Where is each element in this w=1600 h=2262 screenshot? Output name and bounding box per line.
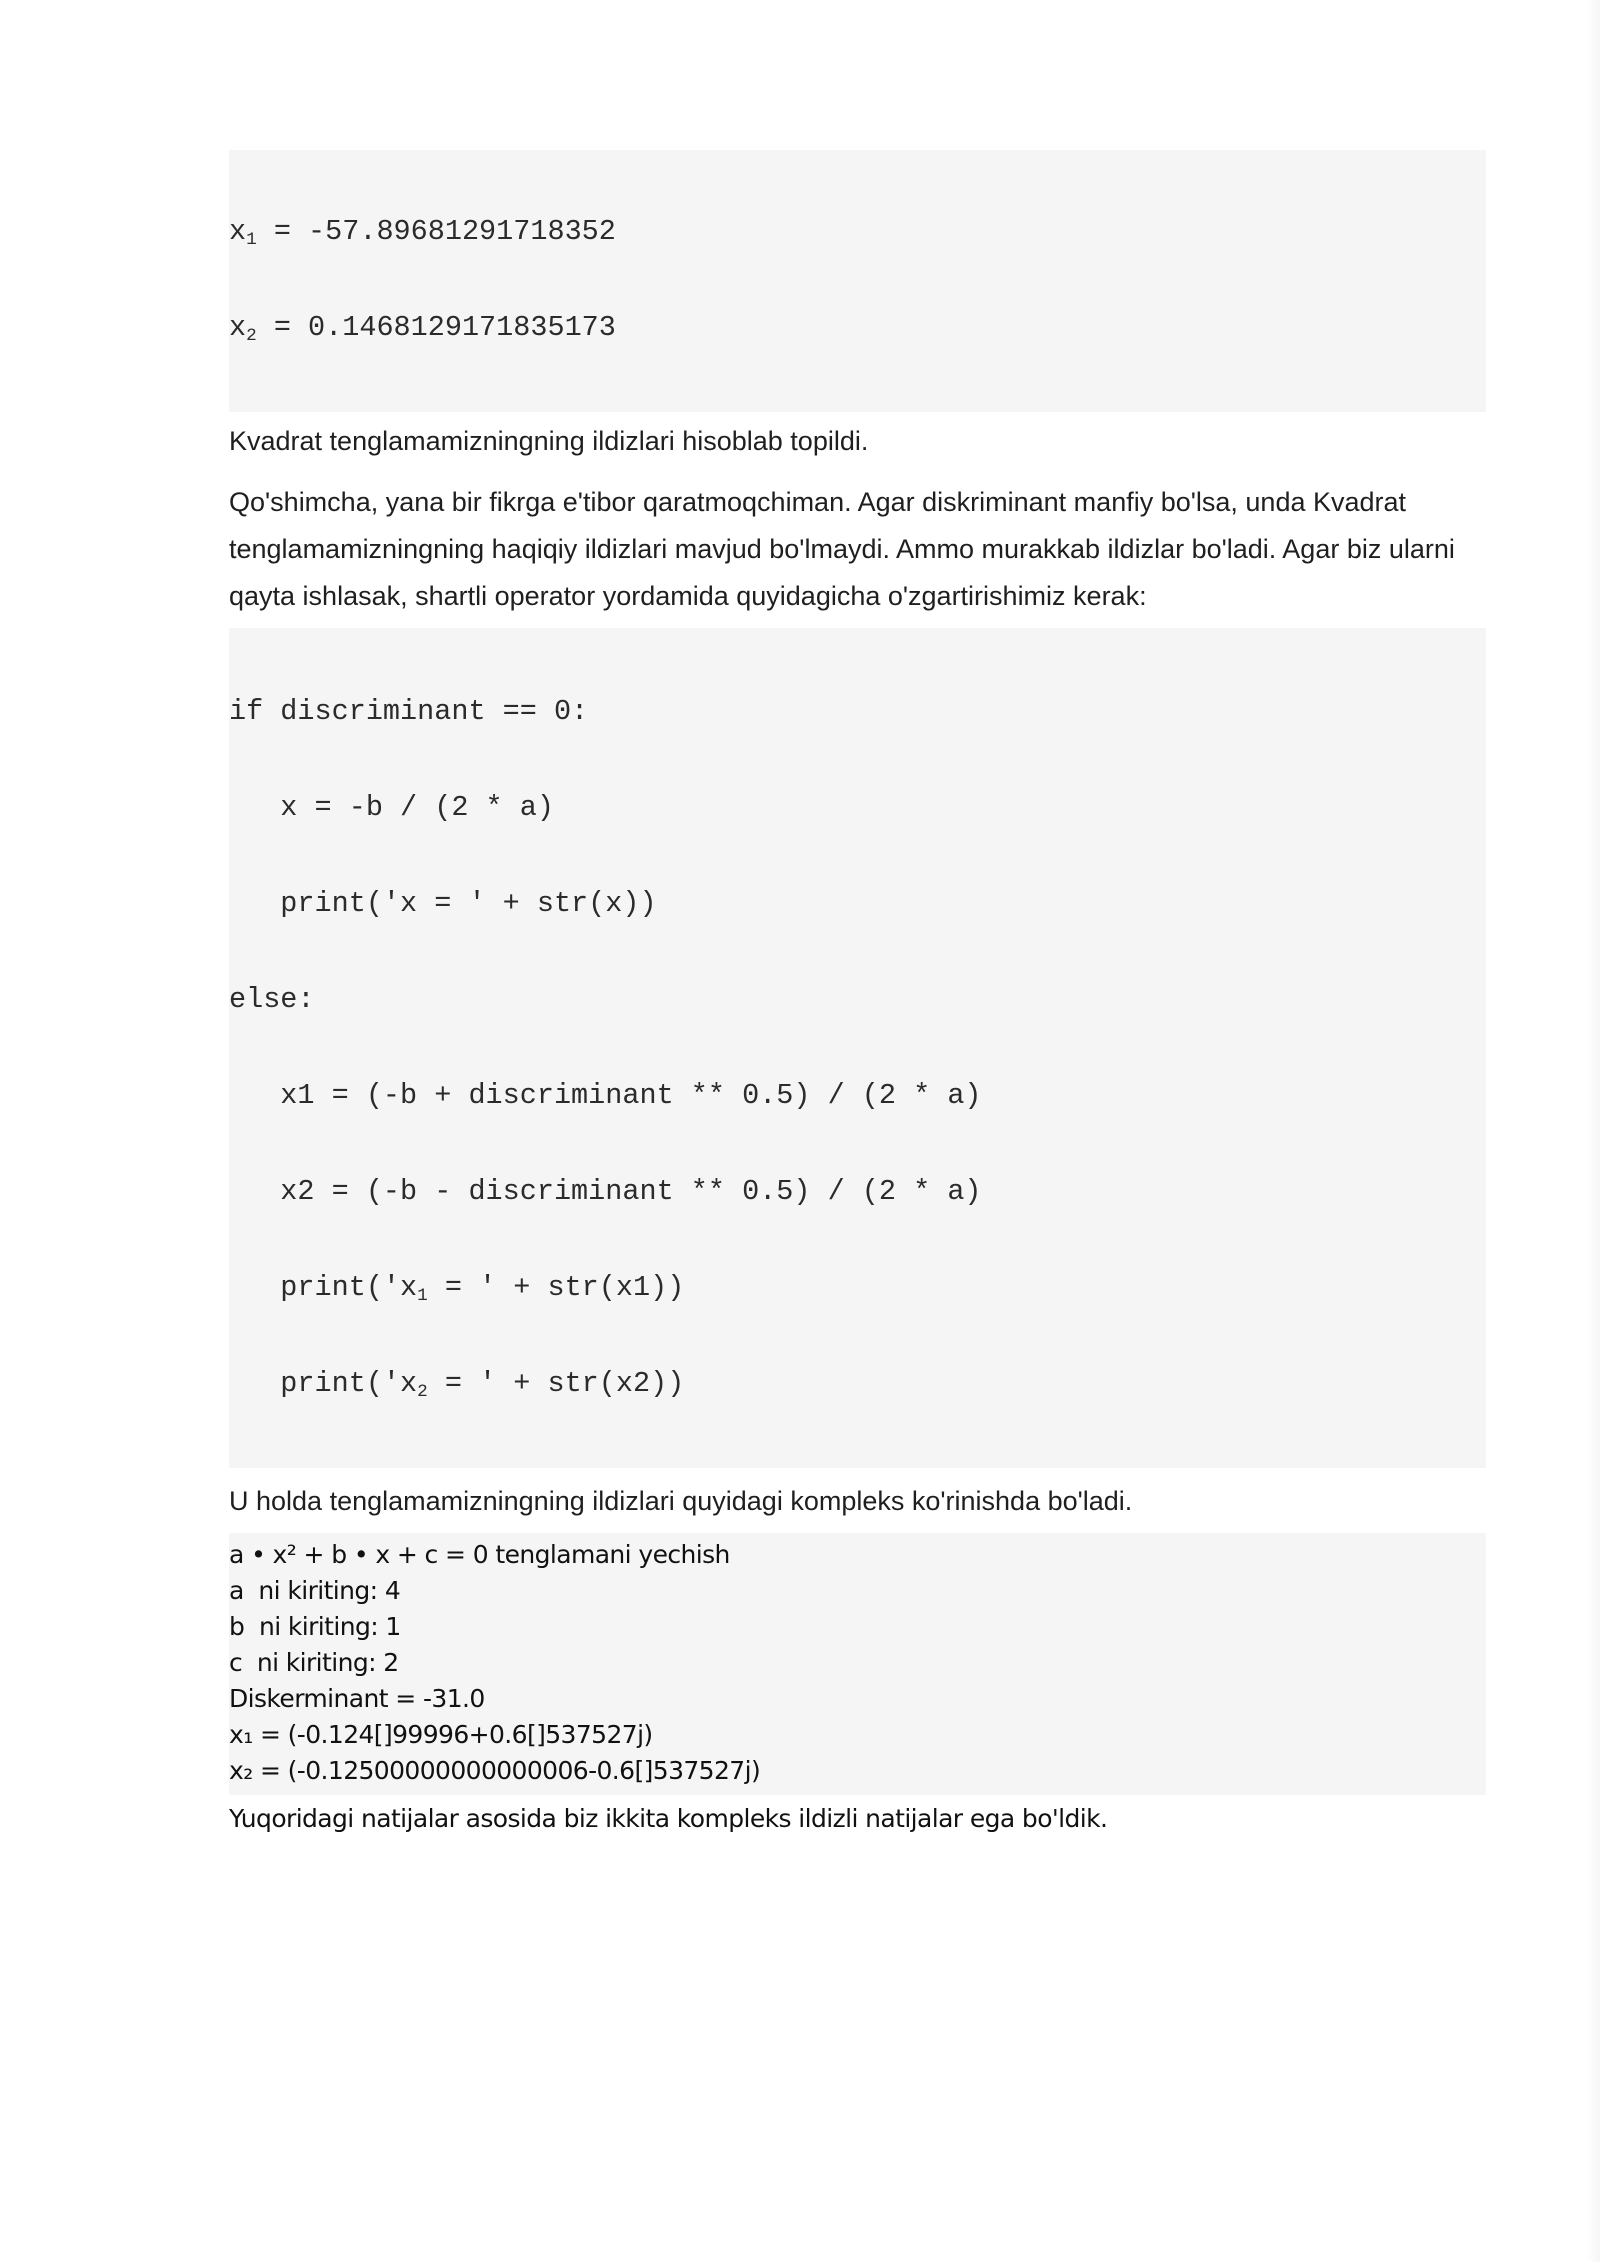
result-x1-subscript: 1 xyxy=(246,229,257,250)
code-line-7-end: = ' + str(x1)) xyxy=(427,1271,685,1304)
code-line-8-start: print('x xyxy=(229,1367,418,1400)
result-line-x1 xyxy=(229,216,1486,248)
code-line-7-subscript: 1 xyxy=(417,1285,428,1306)
output-line-x2: x₂ = (-0.12500000000000006-0.6[]537527j) xyxy=(229,1756,761,1785)
code-line-7 xyxy=(229,1272,1486,1304)
output-line-input-c: c ni kiriting: 2 xyxy=(229,1648,399,1677)
code-line-8-end: = ' + str(x2)) xyxy=(427,1367,685,1400)
output-line-input-b: b ni kiriting: 1 xyxy=(229,1612,401,1641)
output-line-input-a: a ni kiriting: 4 xyxy=(229,1576,401,1605)
output-line-x1: x₁ = (-0.124[]99996+0.6[]537527j) xyxy=(229,1720,653,1749)
result-x1-value: = -57.89681291718352 xyxy=(256,215,616,248)
paragraph-complex-form: U holda tenglamamizningning ildizlari quyidagi kompleks ko'rinishda bo'ladi. xyxy=(229,1486,1133,1516)
code-snippet-block xyxy=(229,628,1486,1468)
page-edge-shadow xyxy=(1586,0,1600,2262)
program-output-block xyxy=(229,1533,1486,1795)
code-line-1: if discriminant == 0: xyxy=(229,695,589,728)
code-line-7-start: print('x xyxy=(229,1271,418,1304)
output-line-discriminant: Diskerminant = -31.0 xyxy=(229,1684,485,1713)
result-line-x2 xyxy=(229,312,1486,344)
code-line-4: else: xyxy=(229,983,315,1016)
result-code-block xyxy=(229,150,1486,412)
paragraph-roots-found: Kvadrat tenglamamizningning ildizlari hisoblab topildi. xyxy=(229,426,869,456)
document-content xyxy=(229,150,1486,1839)
code-line-8-subscript: 2 xyxy=(417,1381,428,1402)
result-x2-value: = 0.1468129171835173 xyxy=(256,311,616,344)
code-line-2: x = -b / (2 * a) xyxy=(229,791,554,824)
output-line-title: a • x² + b • x + c = 0 tenglamani yechish xyxy=(229,1540,730,1569)
result-x1-var: x xyxy=(229,215,247,248)
code-line-5: x1 = (-b + discriminant ** 0.5) / (2 * a) xyxy=(229,1079,982,1112)
result-x2-var: x xyxy=(229,311,247,344)
result-x2-subscript: 2 xyxy=(246,325,257,346)
code-line-8 xyxy=(229,1368,1486,1400)
paragraph-conclusion: Yuqoridagi natijalar asosida biz ikkita kompleks ildizli natijalar ega bo'ldik. xyxy=(229,1804,1108,1833)
code-line-3: print('x = ' + str(x)) xyxy=(229,887,657,920)
code-line-6: x2 = (-b - discriminant ** 0.5) / (2 * a) xyxy=(229,1175,982,1208)
paragraph-complex-note: Qo'shimcha, yana bir fikrga e'tibor qaratmoqchiman. Agar diskriminant manfiy bo'lsa, unda Kvadrat tenglamamizningning haqiqiy ildizlari mavjud bo'lmaydi. Ammo murakkab ildizlar bo'ladi. Agar biz ularni qayta ishlasak, shartli operator yordamida quyidagicha o'zgartirishimiz kerak: xyxy=(229,487,1455,611)
